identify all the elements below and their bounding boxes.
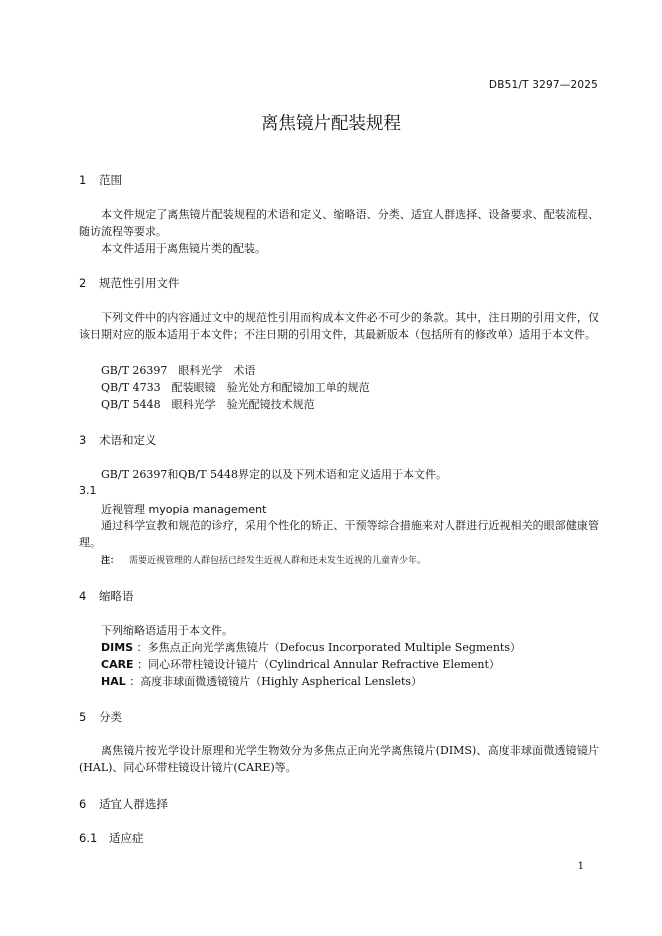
abbreviation-item	[101, 673, 422, 689]
section-heading-1	[79, 172, 122, 188]
section-number: 4	[79, 589, 87, 603]
abbreviation: HAL	[101, 675, 126, 688]
section-number: 3	[79, 433, 87, 447]
abbreviation-item	[101, 639, 521, 655]
section-heading-5	[79, 709, 122, 725]
term-name: 近视管理 myopia management	[101, 503, 267, 516]
reference-item: QB/T 5448 眼科光学 验光配镜技术规范	[101, 398, 315, 411]
paragraph-scope-1: 本文件规定了离焦镜片配装规程的术语和定义、缩略语、分类、适宜人群选择、设备要求、配装流程、随访流程等要求。	[79, 208, 599, 238]
section-heading-3	[79, 432, 157, 448]
section-title: 缩略语	[99, 589, 134, 603]
page-number: 1	[577, 861, 584, 872]
section-heading-4	[79, 588, 134, 604]
section-number: 2	[79, 276, 87, 290]
section-heading-2	[79, 275, 180, 291]
section-number: 5	[79, 710, 87, 724]
subsection-number: 6.1	[79, 831, 98, 845]
section-number: 1	[79, 173, 87, 187]
abbreviation-definition: ：多焦点正向光学离焦镜片（Defocus Incorporated Multiple Segments）	[136, 641, 521, 654]
reference-item: QB/T 4733 配装眼镜 验光处方和配镜加工单的规范	[101, 381, 370, 394]
term-number: 3.1	[79, 484, 97, 497]
document-title: 离焦镜片配装规程	[261, 114, 401, 134]
subsection-title: 适应症	[109, 831, 144, 845]
abbreviation-item	[101, 656, 500, 672]
note-text: 需要近视管理的人群包括已经发生近视人群和还未发生近视的儿童青少年。	[129, 556, 427, 566]
note-label: 注：	[101, 556, 120, 566]
abbreviation-definition: ：高度非球面微透镜镜片（Highly Aspherical Lenslets）	[129, 675, 423, 688]
section-title: 范围	[99, 173, 122, 187]
paragraph-terms-intro: GB/T 26397和QB/T 5448界定的以及下列术语和定义适用于本文件。	[101, 468, 448, 481]
term-definition: 通过科学宣教和规范的诊疗，采用个性化的矫正、干预等综合措施来对人群进行近视相关的眼部健康管理。	[79, 519, 599, 549]
subsection-heading-6-1	[79, 830, 144, 846]
document-number: DB51/T 3297—2025	[488, 79, 598, 91]
section-title: 分类	[99, 710, 122, 724]
term-note	[101, 553, 426, 566]
abbreviation: DIMS	[101, 641, 134, 654]
reference-item: GB/T 26397 眼科光学 术语	[101, 364, 256, 377]
section-heading-6	[79, 796, 168, 812]
paragraph-classification: 离焦镜片按光学设计原理和光学生物效分为多焦点正向光学离焦镜片(DIMS)、高度非球面微透镜镜片(HAL)、同心环带柱镜设计镜片(CARE)等。	[79, 744, 599, 774]
paragraph-scope-2: 本文件适用于离焦镜片类的配装。	[101, 242, 266, 255]
abbreviation-definition: ：同心环带柱镜设计镜片（Cylindrical Annular Refractive Element）	[137, 658, 500, 671]
section-number: 6	[79, 797, 87, 811]
paragraph-normative-references: 下列文件中的内容通过文中的规范性引用而构成本文件必不可少的条款。其中，注日期的引用文件，仅该日期对应的版本适用于本文件；不注日期的引用文件，其最新版本（包括所有的修改单）适用于本文件。	[79, 311, 599, 341]
abbreviation: CARE	[101, 658, 134, 671]
abbreviations-intro: 下列缩略语适用于本文件。	[101, 624, 233, 637]
section-title: 适宜人群选择	[99, 797, 168, 811]
section-title: 规范性引用文件	[99, 276, 180, 290]
section-title: 术语和定义	[99, 433, 157, 447]
